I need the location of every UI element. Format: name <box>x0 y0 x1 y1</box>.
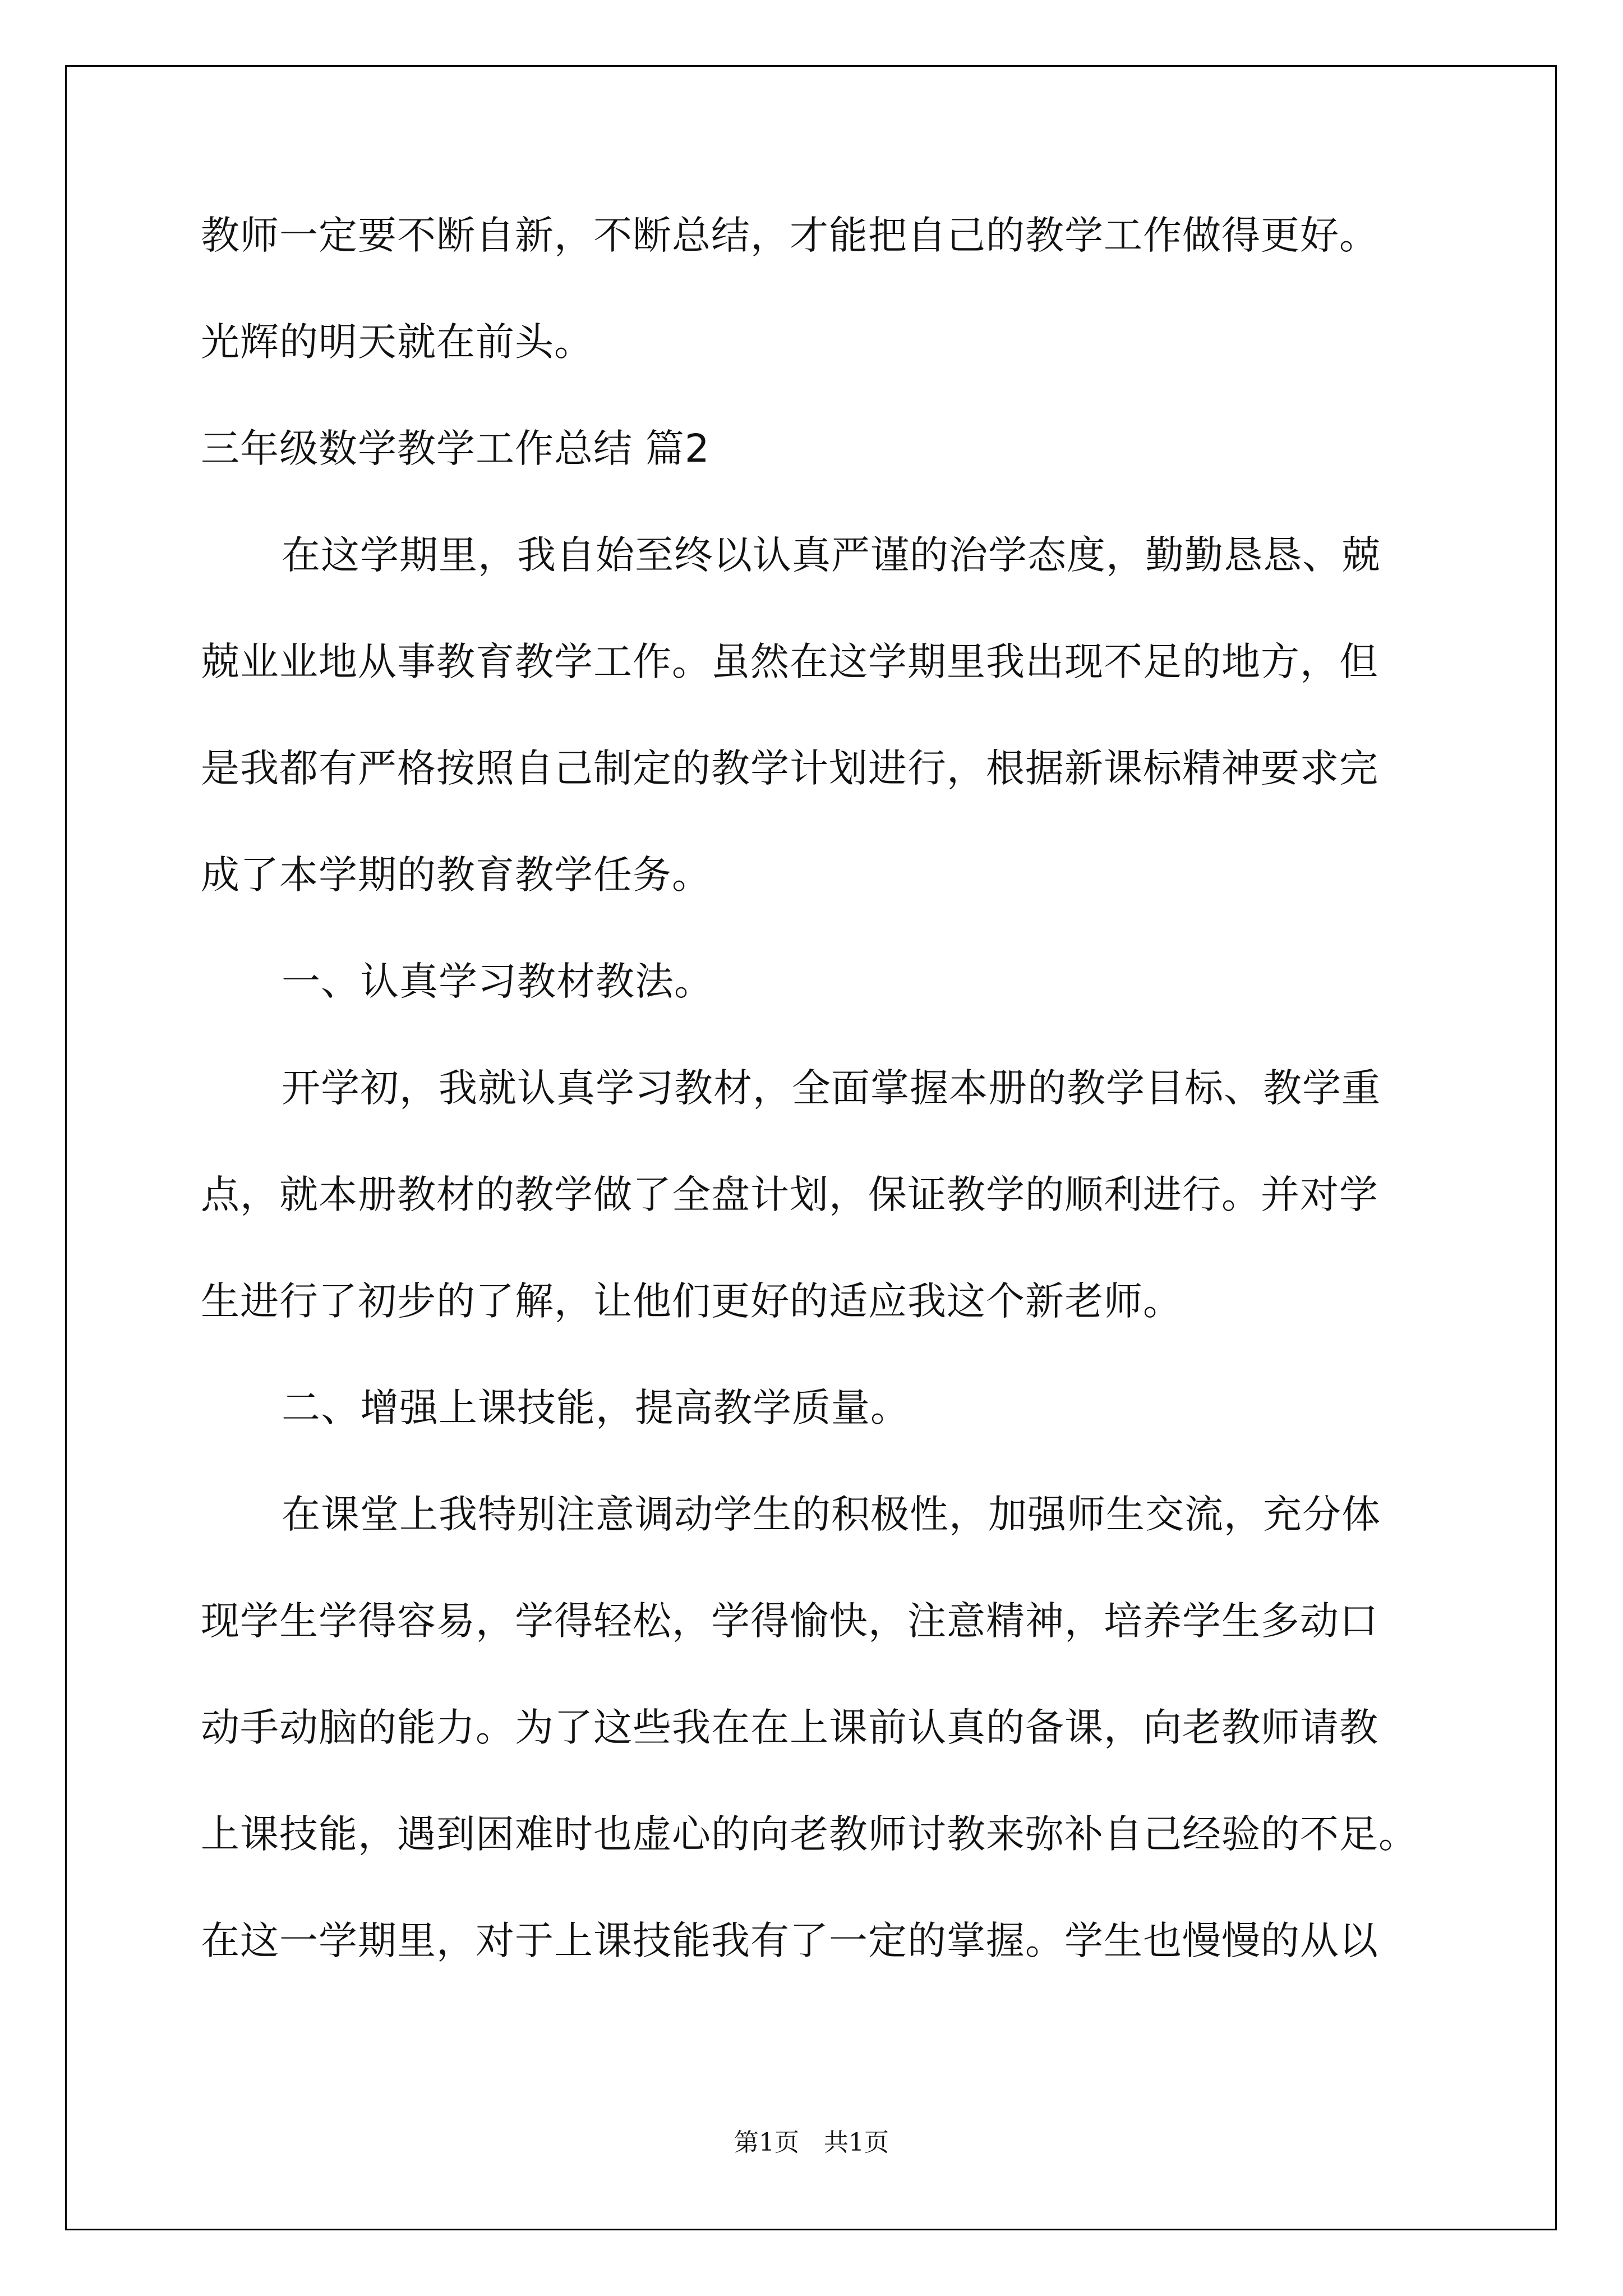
page-border <box>65 65 1557 2230</box>
text-line: 动手动脑的能力。为了这些我在在上课前认真的备课，向老教师请教 <box>201 1705 1378 1750</box>
section-title: 三年级数学教学工作总结 篇2 <box>201 426 710 471</box>
text-line: 在这学期里，我自始至终以认真严谨的治学态度，勤勤恳恳、兢 <box>282 533 1381 578</box>
page-footer: 第1页 共1页 <box>734 2128 889 2157</box>
text-line: 现学生学得容易，学得轻松，学得愉快，注意精神，培养学生多动口 <box>201 1599 1378 1644</box>
text-line: 点，就本册教材的教学做了全盘计划，保证教学的顺利进行。并对学 <box>201 1172 1378 1217</box>
text-line: 成了本学期的教育教学任务。 <box>201 853 711 898</box>
text-line: 是我都有严格按照自己制定的教学计划进行，根据新课标精神要求完 <box>201 746 1378 791</box>
text-line: 上课技能，遇到困难时也虚心的向老教师讨教来弥补自己经验的不足。 <box>201 1812 1418 1857</box>
text-line: 教师一定要不断自新，不断总结，才能把自己的教学工作做得更好。 <box>201 213 1378 258</box>
subheading: 二、增强上课技能，提高教学质量。 <box>282 1386 910 1430</box>
text-line: 在这一学期里，对于上课技能我有了一定的掌握。学生也慢慢的从以 <box>201 1918 1378 1963</box>
text-line: 开学初，我就认真学习教材，全面掌握本册的教学目标、教学重 <box>282 1066 1381 1111</box>
text-line: 光辉的明天就在前头。 <box>201 320 593 365</box>
text-line: 兢业业地从事教育教学工作。虽然在这学期里我出现不足的地方，但 <box>201 639 1378 684</box>
text-line: 生进行了初步的了解，让他们更好的适应我这个新老师。 <box>201 1279 1182 1324</box>
subheading: 一、认真学习教材教法。 <box>282 959 713 1004</box>
text-line: 在课堂上我特别注意调动学生的积极性，加强师生交流，充分体 <box>282 1492 1381 1537</box>
